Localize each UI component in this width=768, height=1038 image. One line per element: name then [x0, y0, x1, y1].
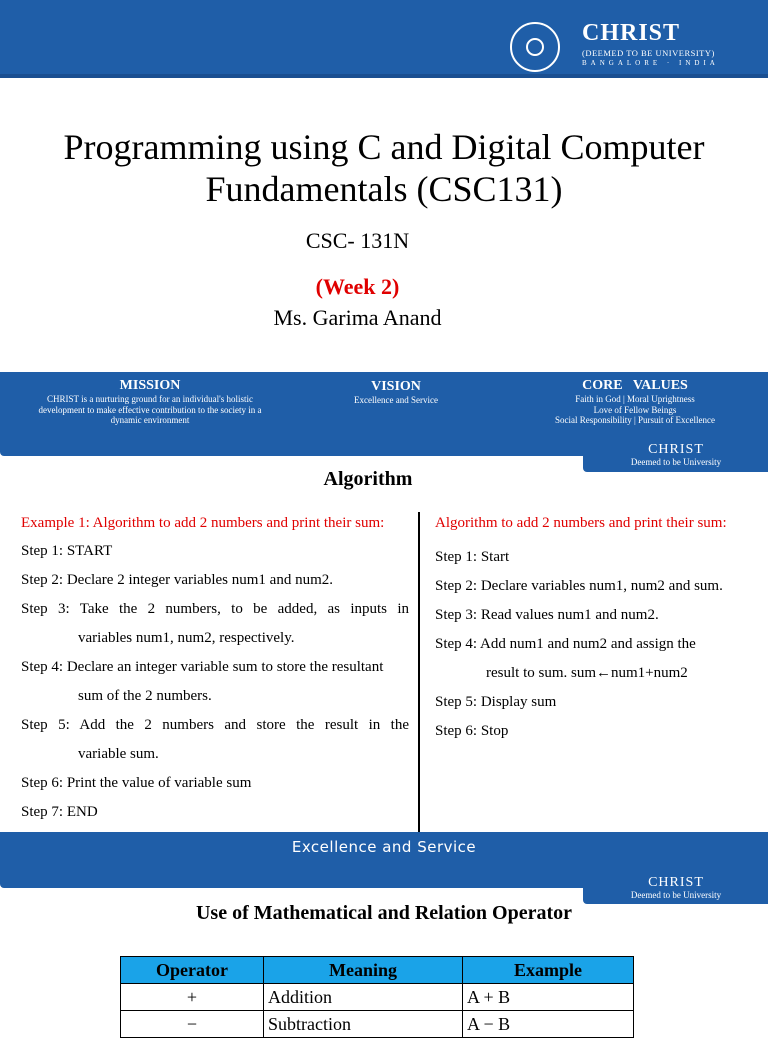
table-row: [121, 1011, 634, 1038]
step-line: variables num1, num2, respectively.: [78, 630, 295, 646]
step-line: Step 4: Declare an integer variable sum to store the resultant: [21, 659, 384, 675]
logo-location: BANGALORE · INDIA: [582, 59, 719, 67]
vision-text: Excellence and Service: [354, 395, 438, 405]
mission-heading: MISSION: [119, 378, 181, 393]
table-header-row: [121, 957, 634, 984]
step-line: Step 1: Start: [435, 549, 510, 565]
step-line: Step 4: Add num1 and num2 and assign the: [435, 636, 696, 652]
mission-line: development to make effective contribution to the society in a: [38, 404, 262, 415]
example-cell: A + B: [463, 984, 634, 1011]
step-line: Step 3: Take the 2 numbers, to be added, as inputs in: [21, 601, 409, 617]
university-tab-name: CHRIST: [648, 875, 704, 890]
step-line: Step 5: Add the 2 numbers and store the result in the: [21, 717, 409, 733]
step-line: Step 6: Print the value of variable sum: [21, 775, 252, 791]
column-header: Meaning: [264, 957, 463, 984]
left-algorithm-column: [21, 514, 409, 827]
operators-table: [120, 956, 634, 1038]
logo-subtitle: (DEEMED TO BE UNIVERSITY): [582, 48, 715, 58]
step-line: variable sum.: [78, 746, 159, 762]
step-line: Step 3: Read values num1 and num2.: [435, 607, 659, 623]
table-row: [121, 984, 634, 1011]
step-line: Step 6: Stop: [435, 723, 509, 739]
instructor-name: Ms. Garima Anand: [273, 305, 442, 330]
course-code: CSC- 131N: [305, 228, 410, 253]
core-values-line: Love of Fellow Beings: [593, 404, 677, 415]
vision-block: [316, 379, 476, 406]
column-header: Example: [463, 957, 634, 984]
right-algorithm-column: [435, 514, 760, 746]
core-values-line: Social Responsibility | Pursuit of Excellence: [554, 415, 716, 425]
column-header: Operator: [121, 957, 264, 984]
right-algorithm-heading: Algorithm to add 2 numbers and print their sum:: [435, 515, 727, 531]
logo-name: CHRIST: [582, 20, 681, 46]
vision-heading: VISION: [371, 379, 421, 394]
course-title: [0, 126, 768, 210]
column-divider: [418, 512, 420, 834]
step-line: result to sum. sum←num1+num2: [486, 665, 688, 681]
week-label: (Week 2): [315, 274, 400, 299]
university-seal-icon: [510, 22, 560, 72]
course-title-line-1: Programming using C and Digital Computer: [63, 127, 705, 167]
core-values-block: [530, 378, 740, 426]
operators-title: Use of Mathematical and Relation Operator: [195, 902, 573, 924]
university-tab-subtitle: Deemed to be University: [630, 890, 722, 900]
operator-cell: +: [121, 984, 264, 1011]
meaning-cell: Subtraction: [264, 1011, 463, 1038]
step-line: Step 5: Display sum: [435, 694, 557, 710]
university-tab: [583, 872, 768, 904]
algorithm-title: Algorithm: [323, 468, 413, 490]
course-title-line-2: Fundamentals (CSC131): [205, 169, 563, 209]
step-line: Step 2: Declare 2 integer variables num1 and num2.: [21, 572, 333, 588]
university-tab-name: CHRIST: [648, 442, 704, 457]
core-values-heading: CORE VALUES: [582, 378, 688, 393]
step-line: Step 7: END: [21, 804, 98, 820]
mission-line: dynamic environment: [110, 415, 190, 425]
footer-band-text: Excellence and Service: [291, 838, 477, 856]
header-band-line: [0, 74, 768, 78]
operator-cell: −: [121, 1011, 264, 1038]
left-algorithm-heading: Example 1: Algorithm to add 2 numbers and print their sum:: [21, 515, 385, 531]
step-line: Step 2: Declare variables num1, num2 and sum.: [435, 578, 723, 594]
example-cell: A − B: [463, 1011, 634, 1038]
mission-block: [10, 378, 290, 426]
university-tab-subtitle: Deemed to be University: [630, 457, 722, 467]
step-line: sum of the 2 numbers.: [78, 688, 212, 704]
step-line: Step 1: START: [21, 543, 113, 559]
core-values-line: Faith in God | Moral Uprightness: [575, 394, 695, 404]
mission-line: CHRIST is a nurturing ground for an individual's holistic: [47, 394, 253, 404]
meaning-cell: Addition: [264, 984, 463, 1011]
